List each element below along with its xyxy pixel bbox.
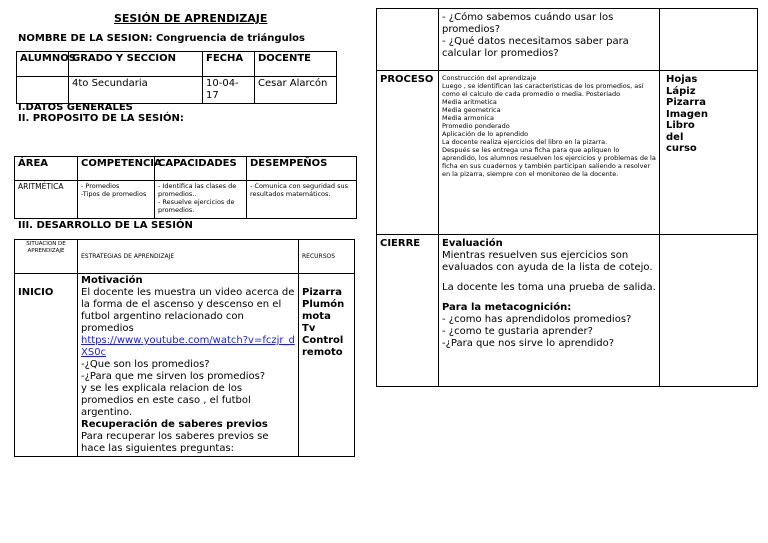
header-estrategias: ESTRATEGIAS DE APRENDIZAJE — [78, 240, 299, 274]
header-fecha: FECHA — [203, 52, 255, 77]
teacher-value: Cesar Alarcón — [255, 77, 337, 104]
header-competencia: COMPETENCIA — [78, 157, 155, 181]
question-line: - ¿Cómo sabemos cuándo usar los promedios? — [442, 12, 614, 35]
capacidades-value — [155, 181, 247, 219]
proceso-line: Aplicación de lo aprendido — [442, 130, 529, 138]
recuperacion-heading: Recuperación de saberes previos — [81, 419, 268, 430]
development-table — [14, 239, 355, 457]
recurso-item: del — [666, 131, 684, 143]
capacidad-line: - Resuelve ejercicios de promedios. — [158, 198, 235, 214]
recurso-item: Tv — [302, 323, 316, 334]
evaluacion-text: Mientras resuelven sus ejercicios son evaluados con ayuda de la lista de cotejo. — [442, 250, 653, 273]
header-docente: DOCENTE — [255, 52, 337, 77]
proceso-recursos — [660, 71, 758, 235]
section-datos-generales: I.DATOS GENERALES — [18, 102, 133, 113]
desempenos-value: - Comunica con seguridad sus resultados matemáticos. — [247, 181, 357, 219]
recurso-item: Lápiz — [666, 85, 696, 97]
header-recursos: RECURSOS — [299, 240, 355, 274]
recurso-item: Control remoto — [302, 335, 344, 358]
proceso-line: Media armonica — [442, 114, 494, 122]
date-value: 10-04-17 — [203, 77, 255, 104]
proceso-line: Promedio ponderado — [442, 122, 510, 130]
question-line: - ¿como has aprendidolos promedios? — [442, 314, 632, 325]
inicio-recursos — [299, 274, 355, 457]
question-line: - ¿como te gustaria aprender? — [442, 326, 593, 337]
recurso-item: Hojas — [666, 74, 698, 85]
area-value: ARITMÉTICA — [15, 181, 78, 219]
header-grado: GRADO Y SECCION — [69, 52, 203, 77]
motivacion-text: El docente les muestra un video acerca de la forma de el ascenso y descenso en el futbol argentino relacionado con promedios — [81, 287, 295, 334]
proceso-line: Después se les entrega una ficha para que apliquen lo aprendido, los alumnos resuelven los ejercicios y problemas de la ficha en sus cuadernos y también participan saliendo a resolver en la pizarra, siempre con el monitoreo de la docente. — [442, 146, 656, 178]
right-table — [376, 8, 758, 387]
recurso-item: Libro — [666, 120, 695, 131]
inicio-content — [78, 274, 299, 457]
page-title: SESIÓN DE APRENDIZAJE — [114, 12, 268, 25]
recurso-item: Imagen — [666, 108, 708, 120]
section-proposito: II. PROPOSITO DE LA SESIÓN: — [18, 113, 184, 124]
capacidad-line: - Identifica las clases de promedios.. — [158, 182, 237, 198]
proceso-label: PROCESO — [377, 71, 439, 235]
prueba-text: La docente les toma una prueba de salida. — [442, 282, 656, 293]
continued-questions — [439, 9, 660, 71]
info-table — [16, 51, 337, 104]
explanation-text: y se les explicala relacion de los promedios en este caso , el futbol argentino. — [81, 383, 251, 418]
proceso-line: Media aritmetica — [442, 98, 497, 106]
evaluacion-heading: Evaluación — [442, 238, 503, 249]
section-desarrollo: III. DESARROLLO DE LA SESIÓN — [18, 220, 193, 231]
cierre-content — [439, 235, 660, 387]
metacognicion-heading: Para la metacognición: — [442, 302, 572, 313]
session-name: NOMBRE DE LA SESION: Congruencia de triángulos — [18, 33, 305, 44]
motivacion-heading: Motivación — [81, 275, 143, 286]
proceso-content — [439, 71, 660, 235]
question-line: -¿Que son los promedios? — [81, 359, 210, 370]
question-line: -¿Para que nos sirve lo aprendido? — [442, 338, 615, 349]
header-desempenos: DESEMPEÑOS — [247, 157, 357, 181]
purpose-table — [14, 156, 357, 219]
inicio-label: INICIO — [15, 274, 78, 457]
recuperacion-text: Para recuperar los saberes previos se hace las siguientes preguntas: — [81, 431, 269, 454]
recurso-item: Plumón — [302, 299, 345, 310]
header-alumnos: ALUMNOS — [17, 52, 69, 77]
recurso-item: Pizarra — [302, 287, 342, 298]
header-situacion: SITUACION DE APRENDIZAJE — [15, 240, 78, 274]
recurso-item: mota — [302, 311, 331, 322]
header-area: ÁREA — [15, 157, 78, 181]
competencia-line: - Promedios — [81, 182, 120, 190]
question-line: -¿Para que me sirven los promedios? — [81, 371, 266, 382]
question-line: - ¿Qué datos necesitamos saber para calcular lor promedios? — [442, 36, 629, 59]
proceso-line: Media geometrica — [442, 106, 501, 114]
competencia-value — [78, 181, 155, 219]
proceso-line: La docente realiza ejercicios del libro en la pizarra. — [442, 138, 608, 146]
grade-value: 4to Secundaria — [69, 77, 203, 104]
header-capacidades: CAPACIDADES — [155, 157, 247, 181]
cierre-label: CIERRE — [377, 235, 439, 387]
competencia-line: -Tipos de promedios — [81, 190, 147, 198]
recurso-item: Pizarra — [666, 97, 706, 108]
recurso-item: curso — [666, 143, 697, 154]
proceso-line: Luego , se identifican las características de los promedios, así como el calculo de cada promedio o media. Posteriado — [442, 82, 644, 98]
proceso-line: Construcción del aprendizaje — [442, 74, 537, 82]
video-link[interactable]: https://www.youtube.com/watch?v=fczjr_dXS0c — [81, 335, 295, 358]
